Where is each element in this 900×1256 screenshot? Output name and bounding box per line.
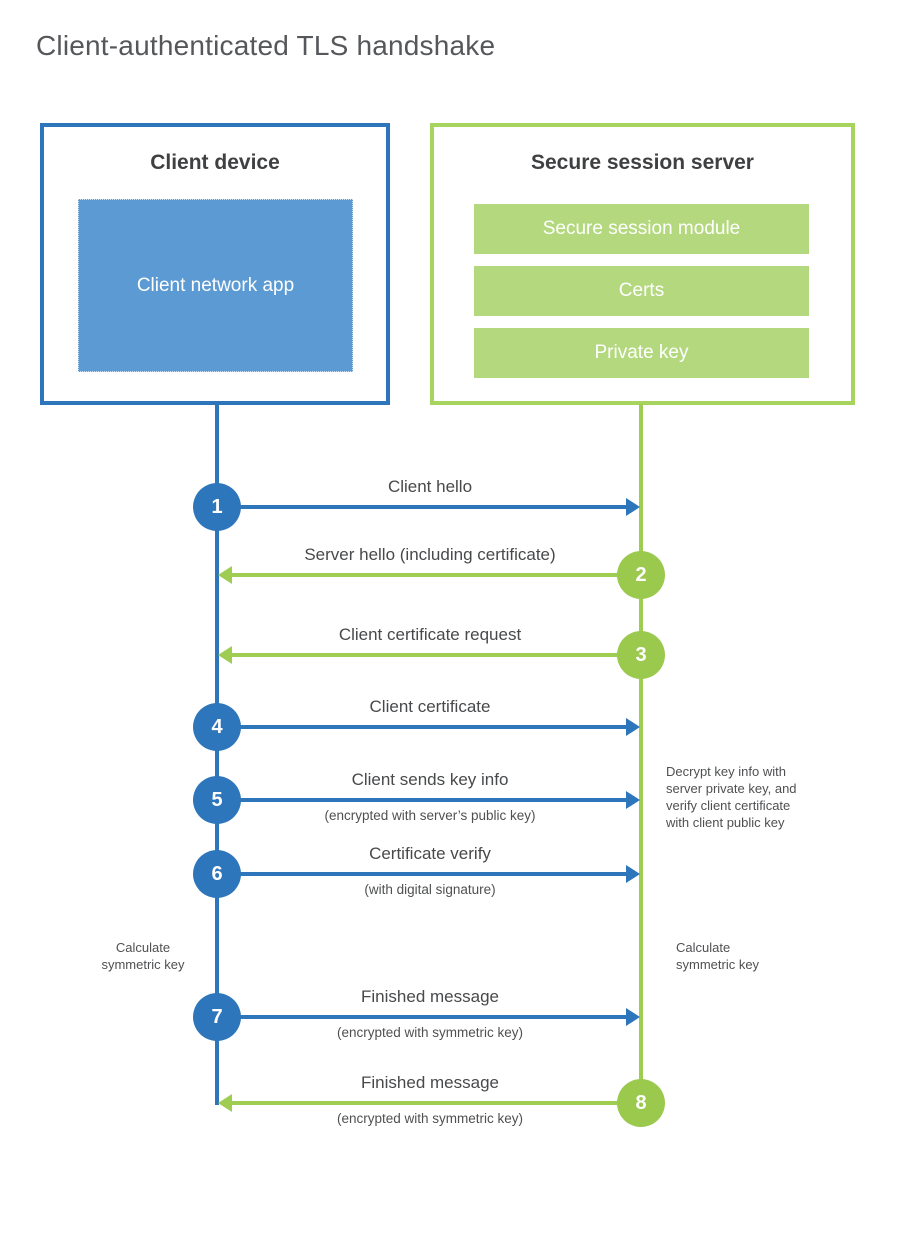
step-2-arrow-line (232, 573, 641, 577)
secure-session-server-box (430, 123, 855, 405)
step-7-label: Finished message (361, 987, 499, 1006)
calc-right-line-1: Calculate (676, 940, 731, 955)
step-2-number-badge (617, 551, 665, 599)
step-6-sublabel: (with digital signature) (364, 882, 496, 897)
calculate-symmetric-key-note-right (676, 939, 796, 973)
step-1-arrowhead-icon (626, 498, 640, 516)
step-8-arrow-line (232, 1101, 641, 1105)
server-module-secure-session: Secure session module (474, 204, 809, 254)
step-8-number: 8 (635, 1091, 647, 1114)
secure-session-server-title: Secure session server (531, 151, 754, 174)
step-6-arrow-line (219, 872, 626, 876)
step-4-number-badge (193, 703, 241, 751)
step-1-label: Client hello (387, 477, 473, 496)
step-4-arrow-line (219, 725, 626, 729)
step-3-arrowhead-icon (218, 646, 232, 664)
step-3-arrow-line (232, 653, 641, 657)
client-network-app-label: Client network app (136, 275, 295, 296)
step-5-number-badge (193, 776, 241, 824)
step-4-arrowhead-icon (626, 718, 640, 736)
step-6-number: 6 (211, 862, 223, 885)
step-3-label: Client certificate request (338, 625, 522, 644)
step-5-arrow-line (219, 798, 626, 802)
step-1-number: 1 (211, 495, 223, 518)
step-6-arrowhead-icon (626, 865, 640, 883)
calc-left-line-1: Calculate (115, 940, 171, 955)
step-5-arrowhead-icon (626, 791, 640, 809)
step-7-arrowhead-icon (626, 1008, 640, 1026)
page-title: Client-authenticated TLS handshake (36, 30, 496, 61)
step-3-number-badge (617, 631, 665, 679)
step-8-label: Finished message (361, 1073, 499, 1092)
step-4-label: Client certificate (369, 697, 491, 716)
step-7-arrow-line (219, 1015, 626, 1019)
step-1-number-badge (193, 483, 241, 531)
server-module-private-key: Private key (474, 328, 809, 378)
step-5-label: Client sends key info (351, 770, 509, 789)
client-network-app-box (78, 199, 353, 372)
server-module-certs: Certs (474, 266, 809, 316)
step-7-number: 7 (211, 1005, 223, 1028)
calculate-symmetric-key-note-left (88, 939, 198, 973)
calc-left-line-2: symmetric key (101, 957, 185, 972)
step-8-arrowhead-icon (218, 1094, 232, 1112)
step-7-number-badge (193, 993, 241, 1041)
calc-right-line-2: symmetric key (676, 957, 760, 972)
step-5-sublabel: (encrypted with server’s public key) (324, 808, 536, 823)
step-8-number-badge (617, 1079, 665, 1127)
step-3-number: 3 (635, 643, 647, 666)
decrypt-note-line-2: server private key, and (666, 781, 797, 796)
step-2-label: Server hello (including certificate) (304, 545, 556, 564)
step-4-number: 4 (211, 715, 223, 738)
decrypt-note-line-4: with client public key (666, 815, 785, 830)
decrypt-note-line-1: Decrypt key info with (666, 764, 786, 779)
step-7-sublabel: (encrypted with symmetric key) (336, 1025, 524, 1040)
client-device-title: Client device (150, 151, 280, 174)
step-6-number-badge (193, 850, 241, 898)
decrypt-note-line-3: verify client certificate (666, 798, 791, 813)
step-8-sublabel: (encrypted with symmetric key) (336, 1111, 524, 1126)
step-2-arrowhead-icon (218, 566, 232, 584)
decrypt-key-note (666, 763, 841, 831)
client-device-box (40, 123, 390, 405)
step-6-label: Certificate verify (369, 844, 491, 863)
step-5-number: 5 (211, 788, 223, 811)
step-2-number: 2 (635, 563, 647, 586)
step-1-arrow-line (219, 505, 626, 509)
